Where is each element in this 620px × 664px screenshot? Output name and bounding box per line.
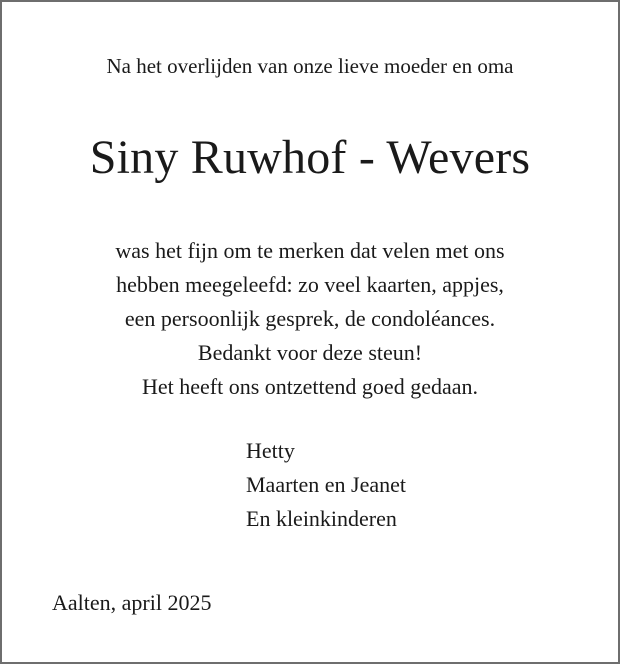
- place-date: Aalten, april 2025: [52, 590, 212, 615]
- message-line: Bedankt voor deze steun!: [197, 340, 423, 365]
- thank-you-message: [2, 234, 618, 404]
- signature-line: Hetty: [246, 438, 295, 463]
- intro-text: Na het overlijden van onze lieve moeder en oma: [106, 54, 514, 78]
- message-line: een persoonlijk gesprek, de condoléances.: [124, 306, 496, 331]
- deceased-name: Siny Ruwhof - Wevers: [89, 131, 531, 184]
- message-line: hebben meegeleefd: zo veel kaarten, appjes,: [116, 272, 504, 297]
- signature-line: En kleinkinderen: [246, 506, 397, 531]
- signatures: [246, 434, 406, 536]
- message-line: was het fijn om te merken dat velen met ons: [115, 238, 505, 263]
- signature-line: Maarten en Jeanet: [246, 472, 407, 497]
- message-line: Het heeft ons ontzettend goed gedaan.: [142, 374, 478, 399]
